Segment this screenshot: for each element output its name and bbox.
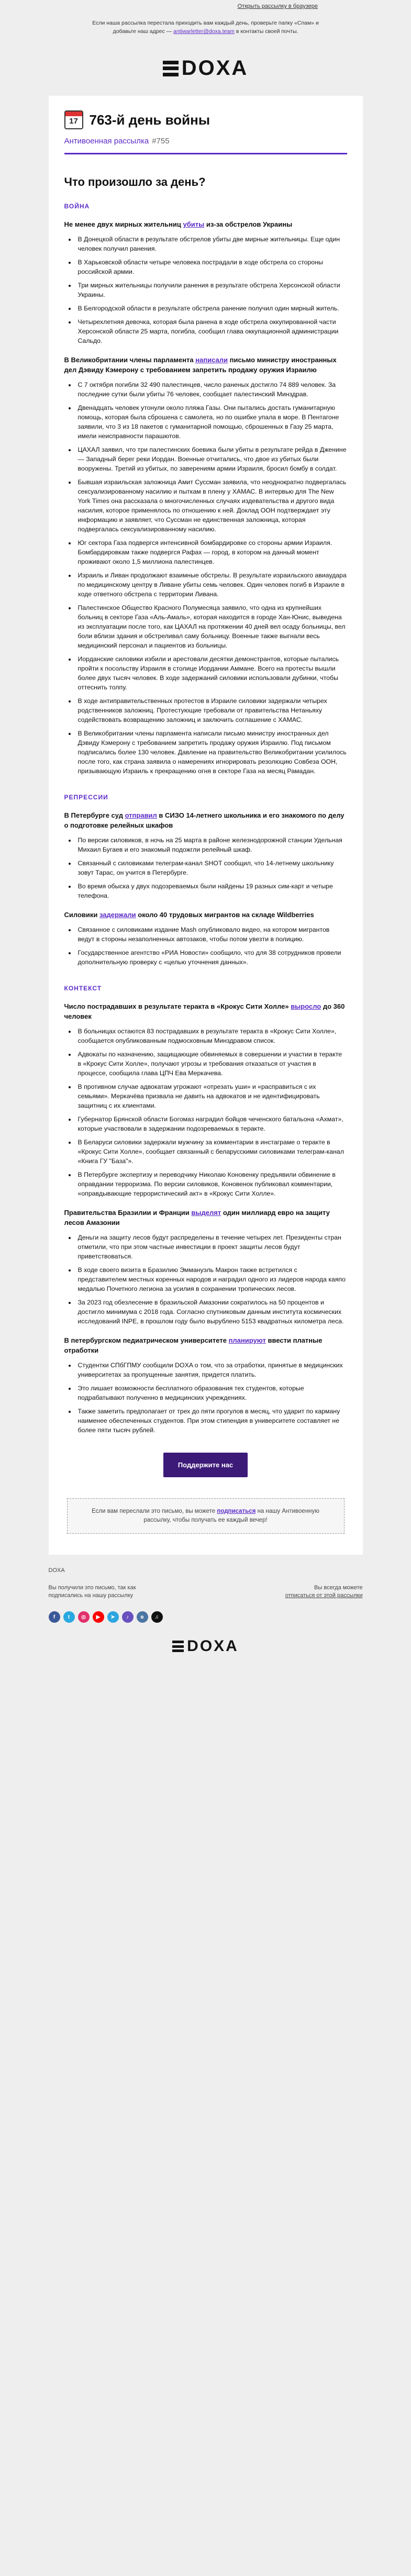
news-sections (64, 203, 347, 1435)
list-item: • Также заметить предполагает от трех до пяти прогулов в месяц, что ударит по карману наименее обеспеченных студентов. При этом стипендия в университете составляет не более пяти тысяч рублей. (76, 1407, 347, 1435)
lead-source-link[interactable]: выросло (291, 1002, 321, 1010)
lead-source-link[interactable]: отправил (125, 811, 157, 819)
lead-text: ввести платные отработки (64, 1336, 323, 1354)
section-category: РЕПРЕССИИ (64, 794, 108, 801)
news-lead (64, 1335, 347, 1355)
list-item: • Юг сектора Газа подвергся интенсивной бомбардировке со стороны армии Израиля. Бомбардировкам также подвергся Рафах — город, в котором на данный момент проживают около 1,5 миллиона палестинцев. (76, 538, 347, 566)
news-lead (64, 1001, 347, 1021)
footer-brand: DOXA (48, 1567, 65, 1574)
youtube-icon[interactable]: ▶ (93, 1611, 104, 1623)
lead-text: до 360 человек (64, 1002, 345, 1020)
lead-text: Не менее двух мирных жительниц (64, 220, 183, 228)
list-item: • Студентки СПбГПМУ сообщили DOXA о том, что за отработки, принятые в медицинских университетах за пропущенные занятия, придется платить. (76, 1361, 347, 1379)
list-item: • Двенадцать человек утонули около пляжа Газы. Они пытались достать гуманитарную помощь, которая была сброшена с самолета, но по ошибке упала в море. В Пентагоне заявили, что 3 из 18 пакетов с гуманитарной помощью, сброшенных в Газу 25 марта, имели неисправности парашютов. (76, 403, 347, 441)
list-item: • Деньги на защиту лесов будут распределены в течение четырех лет. Президенты стран отметили, что при этом частные инвестиции в проект защиты лесов будут приветствоваться. (76, 1233, 347, 1261)
lead-text: В петербургском педиатрическом университете (64, 1336, 229, 1344)
news-block (64, 355, 347, 776)
lead-text: в СИЗО 14-летнего школьника и его знакомого по делу о подготовке релейных шкафов (64, 811, 345, 829)
issue-number: #755 (152, 137, 170, 146)
logo-footer (0, 1637, 411, 1655)
lead-source-link[interactable]: планируют (228, 1336, 266, 1344)
logo-text: DOXA (181, 57, 249, 80)
header-divider (64, 153, 347, 154)
newsletter-card (49, 96, 363, 1555)
subscribe-note (67, 1498, 345, 1534)
list-item: • В ходе антиправительственных протестов в Израиле силовики задержали четырех родственников заложниц. Протестующие требовали от правительства Нетаньяху содействовать возвращению заложниц и заключить соглашение с ХАМАС. (76, 696, 347, 724)
note-post: на нашу Антивоенную рассылку, чтобы получать ее каждый вечер! (143, 1508, 319, 1523)
news-lead (64, 355, 347, 375)
news-block (64, 1208, 347, 1326)
list-item: • Три мирных жительницы получили ранения в результате обстрела Херсонской области Украины. (76, 281, 347, 299)
notice-pre: добавьте наш адрес — (113, 28, 172, 35)
list-item: • В Беларуси силовики задержали мужчину за комментарии в инстаграме о теракте в «Крокус Сити Холле», сообщает связанный с беларусскими силовиками телеграм-канал «Книга ГУ "База"». (76, 1138, 347, 1166)
logo-header (0, 57, 411, 80)
lead-text: из-за обстрелов Украины (204, 220, 293, 228)
telegram-icon[interactable]: ➤ (107, 1611, 119, 1623)
lead-source-link[interactable]: выделят (191, 1209, 221, 1217)
news-lead (64, 1208, 347, 1228)
newsletter-subline (64, 137, 347, 146)
news-points (64, 925, 347, 967)
list-item: • Государственное агентство «РИА Новости» сообщило, что для 38 сотрудников провели дополнительную проверку с «целью уточнения данных». (76, 948, 347, 967)
news-lead (64, 810, 347, 830)
lead-text: Число пострадавших в результате теракта в «Крокус Сити Холле» (64, 1002, 291, 1010)
notice-post: в контакты своей почты. (236, 28, 298, 35)
news-section (64, 203, 347, 776)
news-points (64, 835, 347, 900)
browser-view-bar (0, 0, 411, 12)
issue-title: 763-й день войны (89, 111, 210, 128)
list-item: • По версии силовиков, в ночь на 25 марта в районе железнодорожной станции Удельная Михаил Бугаев и его знакомый подожгли релейный шкаф. (76, 835, 347, 854)
issue-headline (64, 110, 347, 129)
list-item: • Палестинское Общество Красного Полумесяца заявило, что одна из крупнейших больниц в секторе Газа «Аль-Амаль», которая находится в городе Хан-Юнис, выведена из эксплуатации после того, как ЦАХАЛ на протяжении 40 дней вел осаду больницы, вел боли вблизи здания и обстреливал саму больницу. Военные также выгнали весь медицинский персонал и пациентов из больницы. (76, 603, 347, 650)
news-block (64, 1001, 347, 1198)
newsletter-name: Антивоенная рассылка (64, 137, 149, 146)
tiktok-icon[interactable]: ♫ (151, 1611, 163, 1623)
podcast-icon[interactable]: ♪ (122, 1611, 134, 1623)
social-links (49, 1611, 363, 1623)
list-item: • В больницах остаются 83 пострадавших в результате теракта в «Крокус Сити Холле», сообщается опубликованным подмосковным Минздравом список. (76, 1027, 347, 1045)
section-category: КОНТЕКСТ (64, 985, 102, 992)
lead-source-link[interactable]: задержали (99, 911, 136, 919)
list-item: • Иорданские силовики избили и арестовали десятки демонстрантов, которые пытались пройти к посольству Израиля в столице Иордании Аммане. Всего на протесты вышли более двух тысяч человек. В ходе задержаний силовики использовали дубинки, чтобы оттеснить толпу. (76, 654, 347, 692)
list-item: • В Белгородской области в результате обстрела ранение получил один мирный житель. (76, 304, 347, 313)
footer-row-1 (49, 1584, 363, 1592)
lead-source-link[interactable]: написали (195, 356, 228, 364)
lead-text: Правительства Бразилии и Франции (64, 1209, 192, 1217)
lead-text: один миллиард евро на защиту лесов Амазонии (64, 1209, 330, 1226)
calendar-icon (64, 110, 83, 129)
email-footer (49, 1567, 363, 1623)
twitter-icon[interactable]: t (63, 1611, 75, 1623)
support-button[interactable]: Поддержите нас (163, 1453, 248, 1477)
list-item: • В противном случае адвокатам угрожают «отрезать уши» и «расправиться с их семьями». Меркачёва призвала не давить на адвокатов и не идентифицировать защитниц с их клиентами. (76, 1082, 347, 1110)
support-row (64, 1453, 347, 1477)
list-item: • За 2023 год обезлесение в бразильской Амазонии сократилось на 50 процентов и достигло минимума с 2018 года. Согласно спутниковым данным института космических исследований INPE, в прошлом году было вырублено 5153 квадратных километра леса. (76, 1298, 347, 1326)
lead-text: В Петербурге суд (64, 811, 125, 819)
logo-mark-icon (163, 61, 179, 76)
news-block (64, 219, 347, 345)
lead-text: письмо министру иностранных дел Дэвиду Кэмерону с требованием запретить продажу оружия Израилю (64, 356, 337, 374)
instagram-icon[interactable]: ◎ (78, 1611, 90, 1623)
news-block (64, 810, 347, 900)
lead-text: Силовики (64, 911, 100, 919)
news-section (64, 985, 347, 1435)
news-lead (64, 219, 347, 229)
unsubscribe-link[interactable]: отписаться от этой рассылки (285, 1592, 363, 1599)
footer-always: Вы всегда можете (314, 1585, 363, 1591)
news-points (64, 235, 347, 345)
list-item: • Связанный с силовиками телеграм-канал SHOT сообщил, что 14-летнему школьнику зовут Тарас, он учится в Петербурге. (76, 858, 347, 877)
news-points (64, 380, 347, 776)
news-lead (64, 910, 347, 920)
list-item: • С 7 октября погибли 32 490 палестинцев, число раненых достигло 74 889 человек. За последние сутки были убиты 76 человек, сообщает палестинский Минздрав. (76, 380, 347, 399)
list-item: • Это лишает возможности бесплатного образования тех студентов, которые подрабатывают полученно в медицинских учреждениях. (76, 1384, 347, 1402)
note-pre: Если вам переслали это письмо, вы можете (92, 1508, 217, 1514)
calendar-number: 17 (69, 117, 78, 126)
logo-text: DOXA (187, 1637, 239, 1655)
vk-icon[interactable]: в (137, 1611, 148, 1623)
news-points (64, 1361, 347, 1435)
list-item: • В Донецкой области в результате обстрелов убиты две мирные жительницы. Еще один человек получил ранения. (76, 235, 347, 253)
footer-reason-1: Вы получили это письмо, так как (48, 1585, 136, 1591)
list-item: • Адвокаты по назначению, защищающие обвиняемых в совершении и участии в теракте в «Крокус Сити Холле», получают угрозы и требования отказаться от участия в процессе, сообщила глава ЦПЧ Ева Меркачева. (76, 1050, 347, 1078)
list-item: • В ходе своего визита в Бразилию Эммануэль Макрон также встретился с представителем местных коренных народов и наградил одного из лидеров народа каяпо медалью Почетного легиона за усилия в сохранении тропических лесов. (76, 1265, 347, 1293)
news-block (64, 910, 347, 967)
list-item: • Во время обыска у двух подозреваемых были найдены 19 разных сим-карт и четыре телефона. (76, 882, 347, 900)
news-points (64, 1027, 347, 1198)
list-item: • Губернатор Брянской области Богомаз наградил бойцов чеченского батальона «Ахмат», которые участвовали в задержании подозреваемых в теракте. (76, 1114, 347, 1133)
spam-notice (91, 19, 321, 36)
footer-row-2 (49, 1592, 363, 1600)
list-item: • Связанное с силовиками издание Mash опубликовало видео, на котором мигрантов ведут в стороны незаполненных автозаков, чтобы потом увезти в полицию. (76, 925, 347, 944)
list-item: • Израиль и Ливан продолжают взаимные обстрелы. В результате израильского авиаудара по медицинскому центру в Ливане убиты семь человек. Один человек погиб в Израиле в ходе ответного обстрела с территории Ливана. (76, 571, 347, 599)
email-link[interactable]: antiwarletter@doxa.team (173, 28, 235, 35)
lead-source-link[interactable]: убиты (183, 220, 205, 228)
list-item: • ЦАХАЛ заявил, что три палестинских боевика были убиты в результате рейда в Дженине — Западный берег реки Иордан. Военные отчитались, что двое из убитых были вооружены. Третий из убитых, по заверениям армии Израиля, бросил бомбу в солдат. (76, 445, 347, 473)
subscribe-link[interactable]: подписаться (217, 1508, 256, 1514)
lead-text: В Великобритании члены парламента (64, 356, 196, 364)
list-item: • В Харьковской области четыре человека пострадали в ходе обстрела со стороны российской армии. (76, 258, 347, 276)
list-item: • Бывшая израильская заложница Амит Суссман заявила, что неоднократно подвергалась сексуализированному насилию и пыткам в плену у ХАМАС. В интервью для The New York Times она рассказала о многочисленных случаях издевательства и другого вида насилия, которое применялось по отношению к ней. Доклад ООН подтверждает эту информацию и заявляет, что Суссман не единственная заложница, которая подвергалась сексуализированному насилию. (76, 477, 347, 534)
list-item: • В Петербурге экспертизу и переводчику Николаю Коновенку предъявили обвинение в оправдании терроризма. По версии силовиков, Коновенок публиковал комментарии, «оправдывающие террористический акт» в «Крокус Сити Холле». (76, 1170, 347, 1198)
notice-line-2 (91, 27, 321, 36)
notice-line-1: Если наша рассылка перестала приходить вам каждый день, проверьте папку «Спам» и (92, 20, 319, 26)
logo-mark-icon (172, 1641, 184, 1652)
news-block (64, 1335, 347, 1435)
facebook-icon[interactable]: f (49, 1611, 60, 1623)
doxa-logo[interactable] (163, 57, 249, 80)
lead-text: около 40 трудовых мигрантов на складе Wildberries (136, 911, 314, 919)
news-points (64, 1233, 347, 1326)
section-category: ВОЙНА (64, 203, 90, 210)
list-item: • Четырехлетняя девочка, которая была ранена в ходе обстрела оккупированной части Херсонской области 25 марта, погибла, сообщил глава оккупационной администрации Сальдо. (76, 317, 347, 345)
list-item: • В Великобритании члены парламента написали письмо министру иностранных дел Дэвиду Кэмерону с требованием запретить продажу оружия Израилю. Под письмом подписались более 130 человек. Давление на правительство Великобритании усилилось после того, как страна заявила о намерениях игнорировать резолюцию Совбеза ООН, призывающую Израиль к прекращению огня в секторе Газа на месяц Рамадан. (76, 729, 347, 776)
footer-reason-2: подписались на нашу рассылку (48, 1592, 134, 1599)
open-in-browser-link[interactable]: Открыть рассылку в браузере (237, 3, 318, 9)
section-question: Что произошло за день? (64, 175, 206, 188)
doxa-logo-footer[interactable] (172, 1637, 239, 1655)
news-section (64, 794, 347, 967)
